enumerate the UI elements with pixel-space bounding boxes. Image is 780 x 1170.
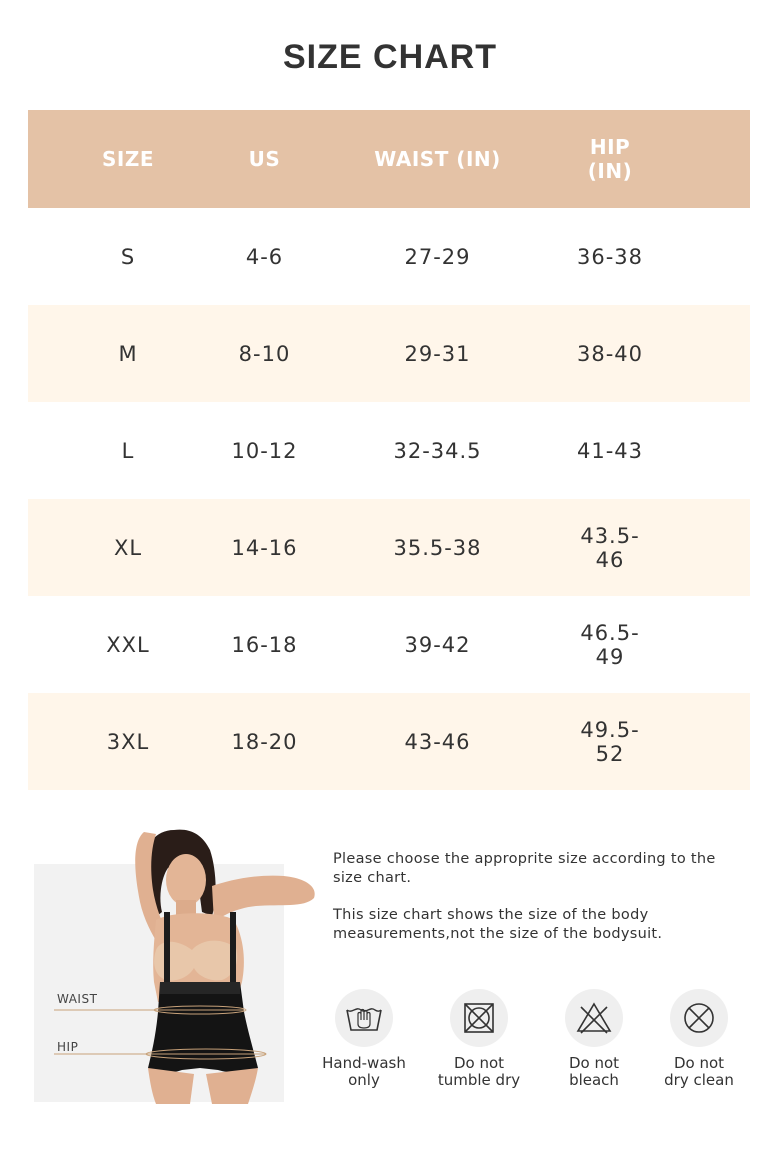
cell-us: 14-16 <box>231 535 298 560</box>
care-no-bleach <box>534 989 654 1089</box>
care-hand-wash <box>304 989 424 1089</box>
no-dry-clean-icon <box>670 989 728 1047</box>
cell-hip: 43.5-46 <box>580 523 640 572</box>
care-no-dry-clean <box>639 989 759 1089</box>
cell-us: 10-12 <box>231 438 298 463</box>
cell-us: 18-20 <box>231 729 298 754</box>
size-table <box>28 110 750 790</box>
cell-waist: 39-42 <box>404 632 471 657</box>
hand-wash-icon <box>335 989 393 1047</box>
table-row <box>28 305 750 402</box>
care-label-no-bleach: Do not bleach <box>568 1054 620 1089</box>
cell-us: 16-18 <box>231 632 298 657</box>
cell-size: S <box>120 244 136 269</box>
care-no-tumble-dry <box>419 989 539 1089</box>
header-us: US <box>248 147 281 171</box>
size-note-1: Please choose the approprite size according to the size chart. <box>333 851 716 886</box>
table-row <box>28 208 750 305</box>
cell-size: XXL <box>106 632 150 657</box>
table-row <box>28 693 750 790</box>
page-title: SIZE CHART <box>283 38 497 76</box>
table-row <box>28 499 750 596</box>
cell-hip: 41-43 <box>576 438 644 463</box>
table-header-row <box>28 110 750 208</box>
cell-size: L <box>121 438 135 463</box>
header-waist: WAIST (IN) <box>374 147 501 171</box>
cell-waist: 43-46 <box>404 729 471 754</box>
size-note-2: This size chart shows the size of the body measurements,not the size of the bodysuit. <box>333 907 663 942</box>
cell-waist: 27-29 <box>404 244 471 269</box>
header-size: SIZE <box>101 147 154 171</box>
hip-label: HIP <box>57 1040 79 1054</box>
cell-us: 8-10 <box>238 341 291 366</box>
cell-size: XL <box>113 535 143 560</box>
header-hip: HIP (IN) <box>587 135 633 183</box>
care-label-hand-wash: Hand-wash only <box>322 1054 406 1089</box>
cell-hip: 46.5-49 <box>580 620 640 669</box>
no-bleach-icon <box>565 989 623 1047</box>
cell-waist: 32-34.5 <box>393 438 482 463</box>
cell-hip: 38-40 <box>576 341 644 366</box>
table-body <box>28 208 750 790</box>
cell-hip: 36-38 <box>576 244 644 269</box>
cell-waist: 35.5-38 <box>393 535 482 560</box>
model-photo <box>34 812 324 1104</box>
cell-size: M <box>118 341 138 366</box>
cell-waist: 29-31 <box>404 341 471 366</box>
table-row <box>28 596 750 693</box>
cell-size: 3XL <box>106 729 150 754</box>
waist-label: WAIST <box>57 992 98 1006</box>
table-row <box>28 402 750 499</box>
no-tumble-dry-icon <box>450 989 508 1047</box>
care-label-no-dry-clean: Do not dry clean <box>664 1054 734 1089</box>
cell-us: 4-6 <box>245 244 284 269</box>
care-label-no-tumble-dry: Do not tumble dry <box>437 1054 521 1089</box>
cell-hip: 49.5-52 <box>580 717 640 766</box>
